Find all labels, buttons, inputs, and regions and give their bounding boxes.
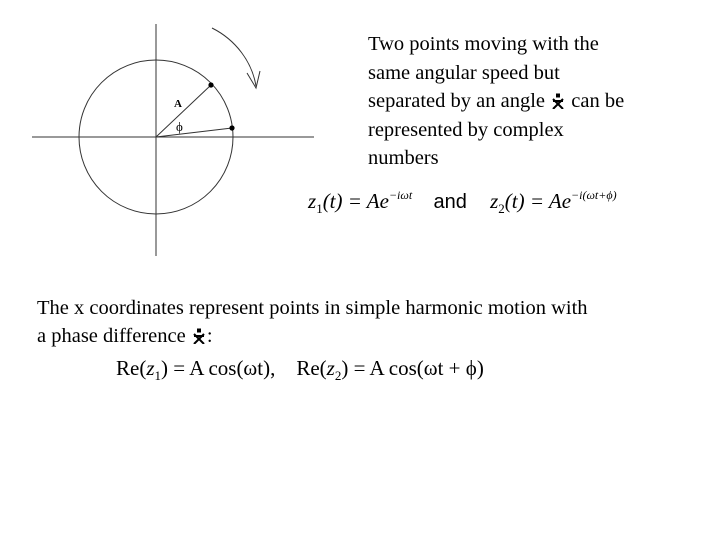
z1-symbol: z (308, 189, 317, 213)
re1-z: z (146, 356, 155, 380)
z2-expression: (t) = Ae (504, 189, 572, 213)
real-part-equations (116, 356, 484, 384)
rotation-arrowhead (247, 71, 260, 88)
para-line-2 (37, 322, 707, 350)
complex-equations (308, 188, 617, 217)
re2-prefix: Re( (296, 356, 327, 380)
re1-prefix: Re( (116, 356, 147, 380)
point-a-dot (208, 82, 213, 87)
para-line-2-start: a phase difference (37, 325, 186, 347)
intro-line-2: same angular speed but (368, 61, 560, 84)
intro-line-1: Two points moving with the (368, 33, 599, 55)
rotation-diagram (0, 0, 360, 270)
re2-expression: ) = A cos(ωt + ϕ) (341, 356, 484, 380)
z2-symbol: z (490, 189, 499, 213)
para-line-2-end: : (206, 325, 213, 347)
para-line-1: The x coordinates represent points in simple harmonic motion with (37, 297, 588, 319)
z1-subscript: 1 (316, 201, 323, 216)
missing-glyph-icon (552, 93, 564, 109)
intro-line-4: represented by complex (368, 118, 564, 141)
z1-exponent: −iωt (388, 188, 413, 202)
z2-exponent: −i(ωt+ϕ) (571, 188, 617, 202)
radius-to-second-point (156, 128, 232, 137)
second-point-dot (229, 125, 234, 130)
re1-subscript: 1 (154, 368, 162, 383)
re2-z: z (326, 356, 335, 380)
z1-expression: (t) = Ae (322, 189, 389, 213)
z2-subscript: 2 (498, 201, 505, 216)
intro-line-5: numbers (368, 147, 439, 169)
intro-text (368, 30, 698, 173)
missing-glyph-icon (193, 328, 205, 344)
intro-line-3-end: can be (571, 90, 625, 112)
re1-expression: ) = A cos(ωt), (161, 356, 276, 380)
point-a-label: A (174, 98, 182, 110)
and-word: and (433, 191, 467, 213)
intro-line-3 (368, 87, 698, 116)
shm-paragraph (37, 294, 707, 350)
intro-line-3-start: separated by an angle (368, 90, 546, 112)
re2-subscript: 2 (334, 368, 342, 383)
angle-phi-label: ϕ (176, 119, 183, 134)
radius-to-point-a (156, 85, 211, 137)
